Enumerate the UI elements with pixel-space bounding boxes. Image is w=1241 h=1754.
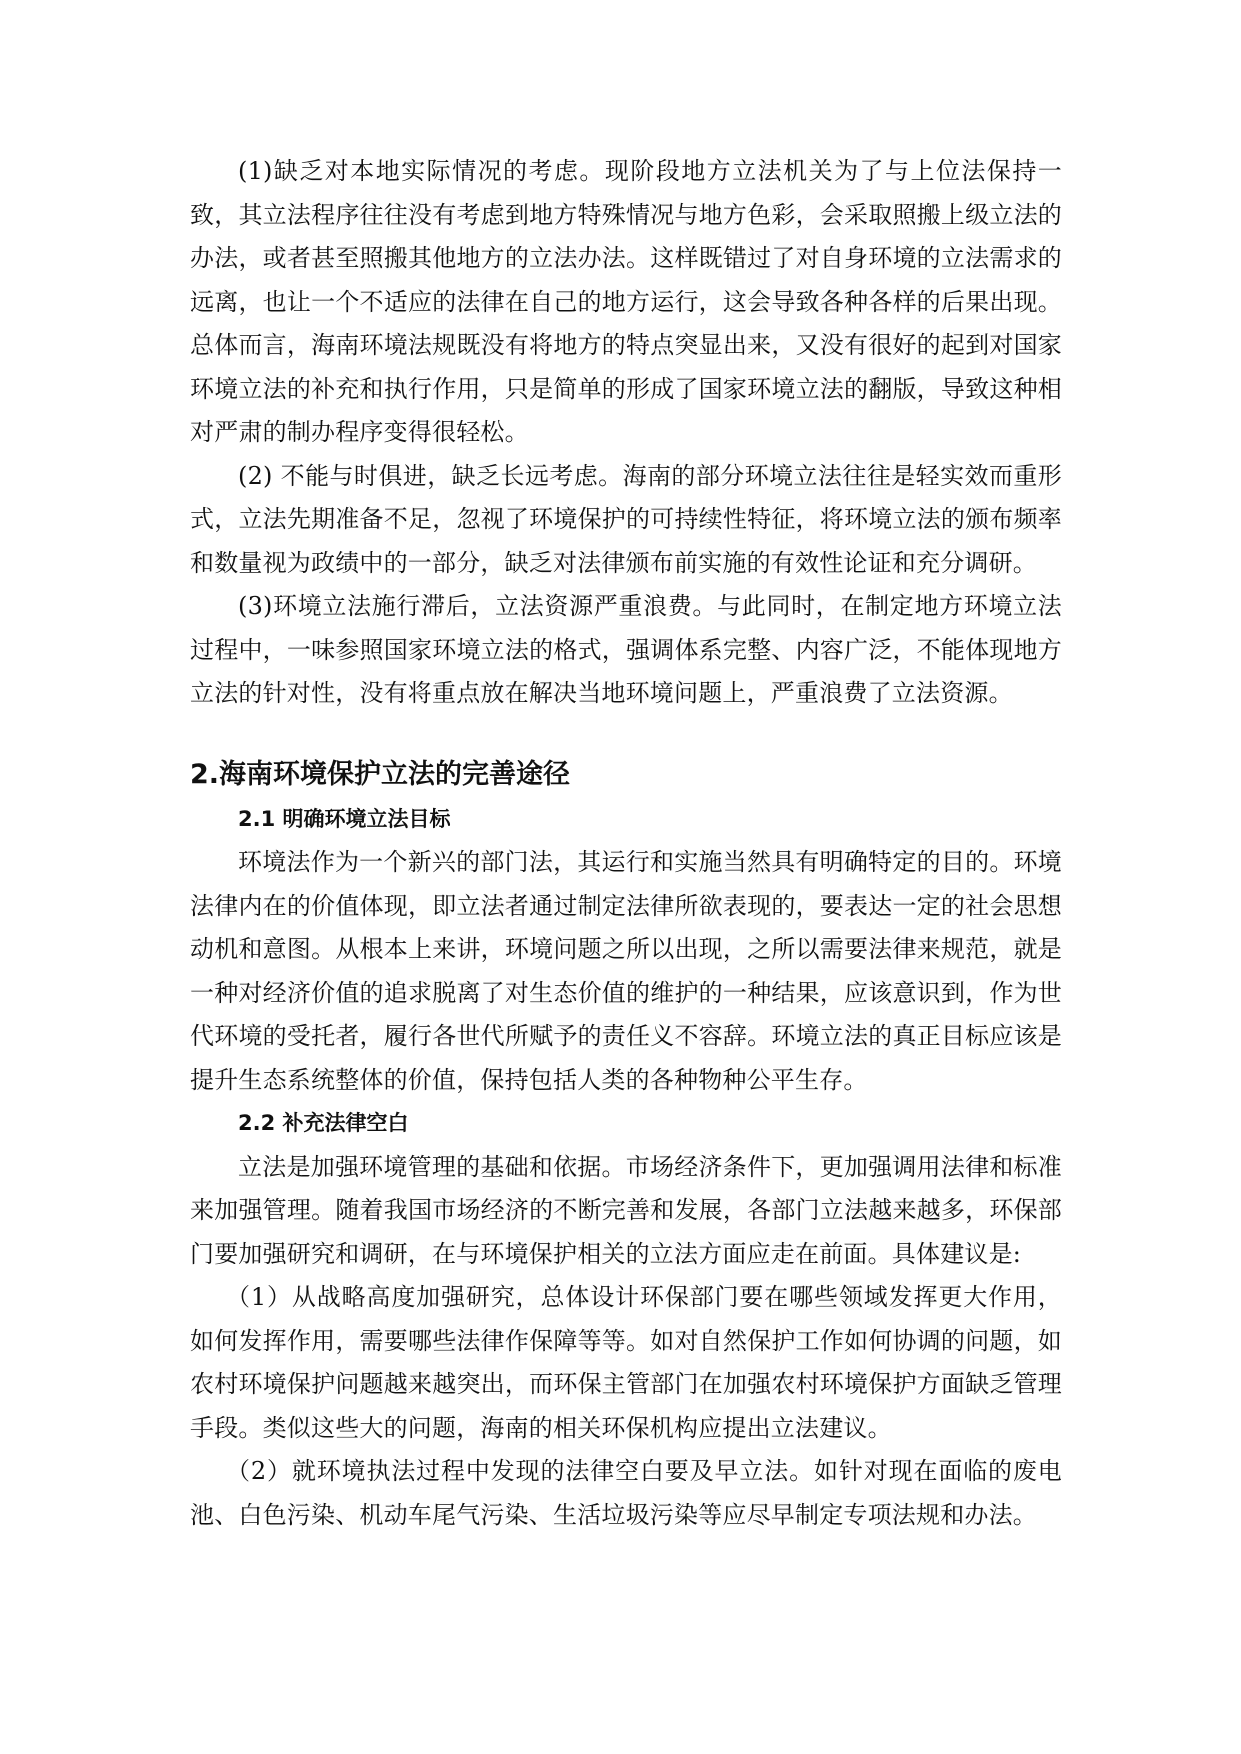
subsection-heading-2-1: 2.1 明确环境立法目标 <box>238 806 451 831</box>
subsection-heading-2-2: 2.2 补充法律空白 <box>238 1111 409 1135</box>
paragraph-point-1: (1)缺乏对本地实际情况的考虑。现阶段地方立法机关为了与上位法保持一致，其立法程序往往没有考虑到地方特殊情况与地方色彩，会采取照搬上级立法的办法，或者甚至照搬其他地方的立法办法。这样既错过了对自身环境的立法需求的远离，也让一个不适应的法律在自己的地方运行，这会导致各种各样的后果出现。总体而言，海南环境法规既没有将地方的特点突显出来，又没有很好的起到对国家环境立法的补充和执行作用，只是简单的形成了国家环境立法的翻版，导致这种相对严肃的制办程序变得很轻松。 <box>190 157 1062 446</box>
document-page <box>190 150 1062 1537</box>
list-item-suggestion-1: （1）从战略高度加强研究，总体设计环保部门要在哪些领域发挥更大作用，如何发挥作用，需要哪些法律作保障等等。如对自然保护工作如何协调的问题，如农村环境保护问题越来越突出，而环保主管部门在加强农村环境保护方面缺乏管理手段。类似这些大的问题，海南的相关环保机构应提出立法建议。 <box>190 1283 1062 1442</box>
paragraph-legal-gap: 立法是加强环境管理的基础和依据。市场经济条件下，更加强调用法律和标准来加强管理。随着我国市场经济的不断完善和发展，各部门立法越来越多，环保部门要加强研究和调研，在与环境保护相关的立法方面应走在前面。具体建议是: <box>190 1152 1062 1268</box>
list-item-suggestion-2: （2）就环境执法过程中发现的法律空白要及早立法。如针对现在面临的废电池、白色污染、机动车尾气污染、生活垃圾污染等应尽早制定专项法规和办法。 <box>190 1457 1062 1529</box>
section-heading: 2.海南环境保护立法的完善途径 <box>190 758 571 790</box>
paragraph-point-3: (3)环境立法施行滞后，立法资源严重浪费。与此同时，在制定地方环境立法过程中，一味参照国家环境立法的格式，强调体系完整、内容广泛，不能体现地方立法的针对性，没有将重点放在解决当地环境问题上，严重浪费了立法资源。 <box>190 592 1062 707</box>
paragraph-point-2: (2) 不能与时俱进，缺乏长远考虑。海南的部分环境立法往往是轻实效而重形式，立法先期准备不足，忽视了环境保护的可持续性特征，将环境立法的颁布频率和数量视为政绩中的一部分，缺乏对法律颁布前实施的有效性论证和充分调研。 <box>190 461 1062 577</box>
paragraph-legislative-goal: 环境法作为一个新兴的部门法，其运行和实施当然具有明确特定的目的。环境法律内在的价值体现，即立法者通过制定法律所欲表现的，要表达一定的社会思想动机和意图。从根本上来讲，环境问题之所以出现，之所以需要法律来规范，就是一种对经济价值的追求脱离了对生态价值的维护的一种结果，应该意识到，作为世代环境的受托者，履行各世代所赋予的责任义不容辞。环境立法的真正目标应该是提升生态系统整体的价值，保持包括人类的各种物种公平生存。 <box>190 848 1062 1094</box>
